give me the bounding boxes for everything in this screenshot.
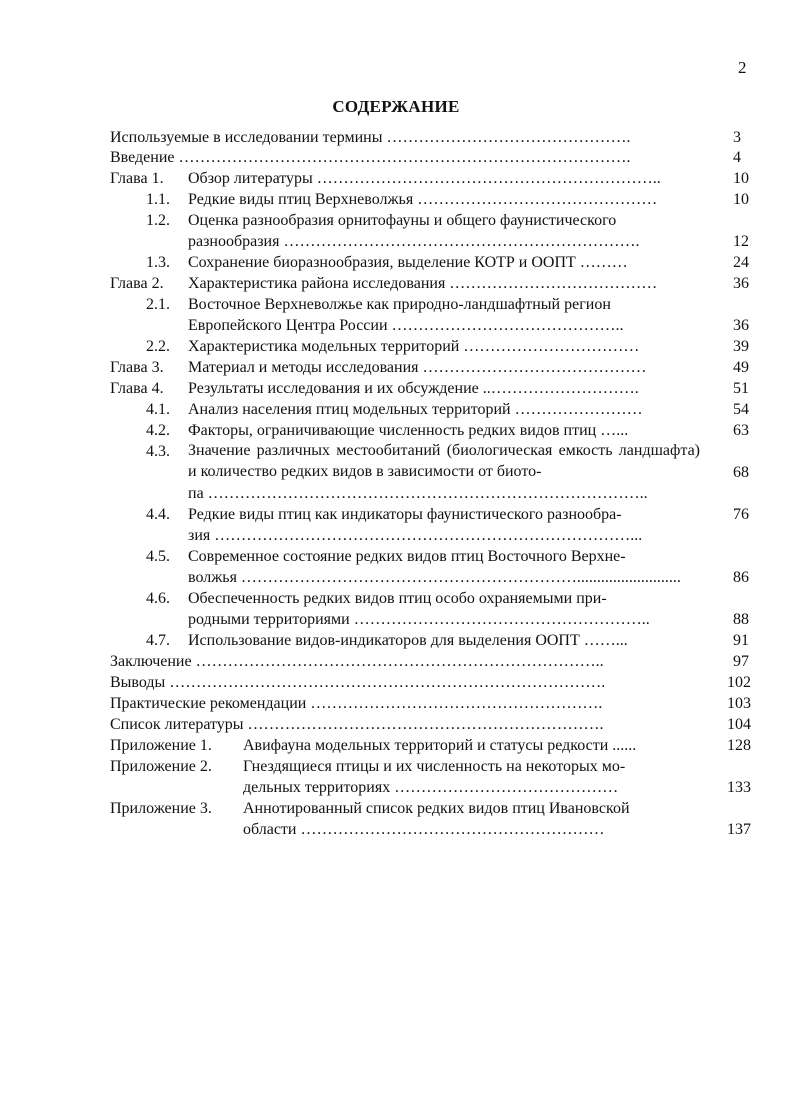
toc-entry-page: 88 xyxy=(733,611,749,628)
toc-entry-page: 128 xyxy=(727,737,751,754)
toc-entry-page: 10 xyxy=(733,191,749,208)
toc-entry-label: 4.3. xyxy=(146,443,170,460)
toc-entry-title: Авифауна модельных территорий и статусы редкости ...... xyxy=(243,737,637,754)
toc-entry-title: Сохранение биоразнообразия, выделение КОТР и ООПТ ……… xyxy=(188,254,628,271)
toc-entry-page: 76 xyxy=(733,506,749,523)
toc-entry-title: Практические рекомендации ………………………………………………. xyxy=(110,695,603,712)
toc-entry-title: Результаты исследования и их обсуждение ..………………………. xyxy=(188,380,639,397)
toc-entry-title-continued: па ……………………………………………………………………….. xyxy=(188,485,648,502)
toc-entry-title: Анализ населения птиц модельных территорий …………………… xyxy=(188,401,643,418)
toc-entry-label: Приложение 3. xyxy=(110,800,212,817)
toc-entry-page: 24 xyxy=(733,254,749,271)
toc-entry-title: Редкие виды птиц как индикаторы фаунистического разнообра- xyxy=(188,506,622,523)
toc-entry-label: 4.2. xyxy=(146,422,170,439)
page-number: 2 xyxy=(738,58,747,77)
toc-entry-title: Современное состояние редких видов птиц Восточного Верхне- xyxy=(188,548,626,565)
toc-entry-page: 103 xyxy=(727,695,751,712)
toc-entry-page: 36 xyxy=(733,275,749,292)
toc-entry-label: 4.4. xyxy=(146,506,170,523)
toc-entry-title: Введение …………………………………………………………………………. xyxy=(110,149,631,166)
toc-entry-title: Характеристика модельных территорий …………………………… xyxy=(188,338,640,355)
toc-entry-title-continued: зия ……………………………………………………………………... xyxy=(188,527,643,544)
toc-entry-title: Редкие виды птиц Верхневолжья ……………………………………… xyxy=(188,191,658,208)
toc-entry-page: 4 xyxy=(733,149,741,166)
toc-entry-title: Список литературы …………………………………………………………. xyxy=(110,716,604,733)
toc-entry-label: 4.7. xyxy=(146,632,170,649)
toc-entry-title: Заключение ………………………………………………………………….. xyxy=(110,653,604,670)
toc-entry-label: 2.1. xyxy=(146,296,170,313)
toc-entry-page: 86 xyxy=(733,569,749,586)
toc-entry-page: 133 xyxy=(727,779,751,796)
toc-entry-page: 54 xyxy=(733,401,749,418)
toc-entry-title: Восточное Верхневолжье как природно-ландшафтный регион xyxy=(188,296,611,313)
toc-entry-page: 36 xyxy=(733,317,749,334)
toc-entry-label: Глава 1. xyxy=(110,170,164,187)
toc-entry-title: Обзор литературы ……………………………………………………….. xyxy=(188,170,661,187)
toc-entry-page: 91 xyxy=(733,632,749,649)
toc-entry-page: 39 xyxy=(733,338,749,355)
toc-entry-label: Глава 2. xyxy=(110,275,164,292)
toc-entry-label: Приложение 2. xyxy=(110,758,212,775)
toc-entry-label: 4.1. xyxy=(146,401,170,418)
toc-entry-title: Выводы ………………………………………………………………………. xyxy=(110,674,606,691)
toc-entry-title: Значение различных местообитаний (биологическая емкость ландшафта) и количество редких видов в зависимости от биото- xyxy=(188,442,700,480)
toc-entry-label: Приложение 1. xyxy=(110,737,212,754)
toc-entry-page: 3 xyxy=(733,129,741,146)
toc-entry-title-continued: Европейского Центра России …………………………………….. xyxy=(188,317,624,334)
toc-entry-title: Оценка разнообразия орнитофауны и общего фаунистического xyxy=(188,212,617,229)
toc-entry-title-continued: области ………………………………………………… xyxy=(243,821,605,838)
toc-entry-title: Аннотированный список редких видов птиц Ивановской xyxy=(243,800,630,817)
toc-entry-title: Материал и методы исследования …………………………………… xyxy=(188,359,647,376)
toc-entry-title-continued: разнообразия …………………………………………………………. xyxy=(188,233,640,250)
toc-entry-page: 137 xyxy=(727,821,751,838)
toc-entry-page: 97 xyxy=(733,653,749,670)
toc-entry-page: 12 xyxy=(733,233,749,250)
toc-entry-title: Факторы, ограничивающие численность редких видов птиц …... xyxy=(188,422,629,439)
toc-entry-page: 51 xyxy=(733,380,749,397)
toc-entry-label: 4.5. xyxy=(146,548,170,565)
toc-entry-label: 4.6. xyxy=(146,590,170,607)
toc-entry-label: 1.1. xyxy=(146,191,170,208)
toc-entry-title-continued: дельных территориях …………………………………… xyxy=(243,779,619,796)
toc-entry-title: Гнездящиеся птицы и их численность на некоторых мо- xyxy=(243,758,626,775)
toc-entry-page: 10 xyxy=(733,170,749,187)
toc-entry-title: Использование видов-индикаторов для выделения ООПТ ……... xyxy=(188,632,628,649)
toc-entry-title-continued: волжья ……………………………………………………….......................... xyxy=(188,569,681,586)
toc-entry-label: 1.3. xyxy=(146,254,170,271)
toc-entry-label: Глава 4. xyxy=(110,380,164,397)
toc-entry-page: 63 xyxy=(733,422,749,439)
toc-entry-title: Обеспеченность редких видов птиц особо охраняемыми при- xyxy=(188,590,607,607)
toc-entry-label: 1.2. xyxy=(146,212,170,229)
toc-entry-page: 102 xyxy=(727,674,751,691)
toc-entry-title: Характеристика района исследования ………………………………… xyxy=(188,275,658,292)
toc-entry-label: 2.2. xyxy=(146,338,170,355)
toc-entry-title-continued: родными территориями ……………………………………………….. xyxy=(188,611,650,628)
toc-entry-page: 49 xyxy=(733,359,749,376)
toc-entry-title: Используемые в исследовании термины ………………………………………. xyxy=(110,129,631,146)
page-title: СОДЕРЖАНИЕ xyxy=(332,97,460,116)
toc-entry-label: Глава 3. xyxy=(110,359,164,376)
toc-entry-page: 104 xyxy=(727,716,751,733)
toc-entry-page: 68 xyxy=(733,464,749,481)
